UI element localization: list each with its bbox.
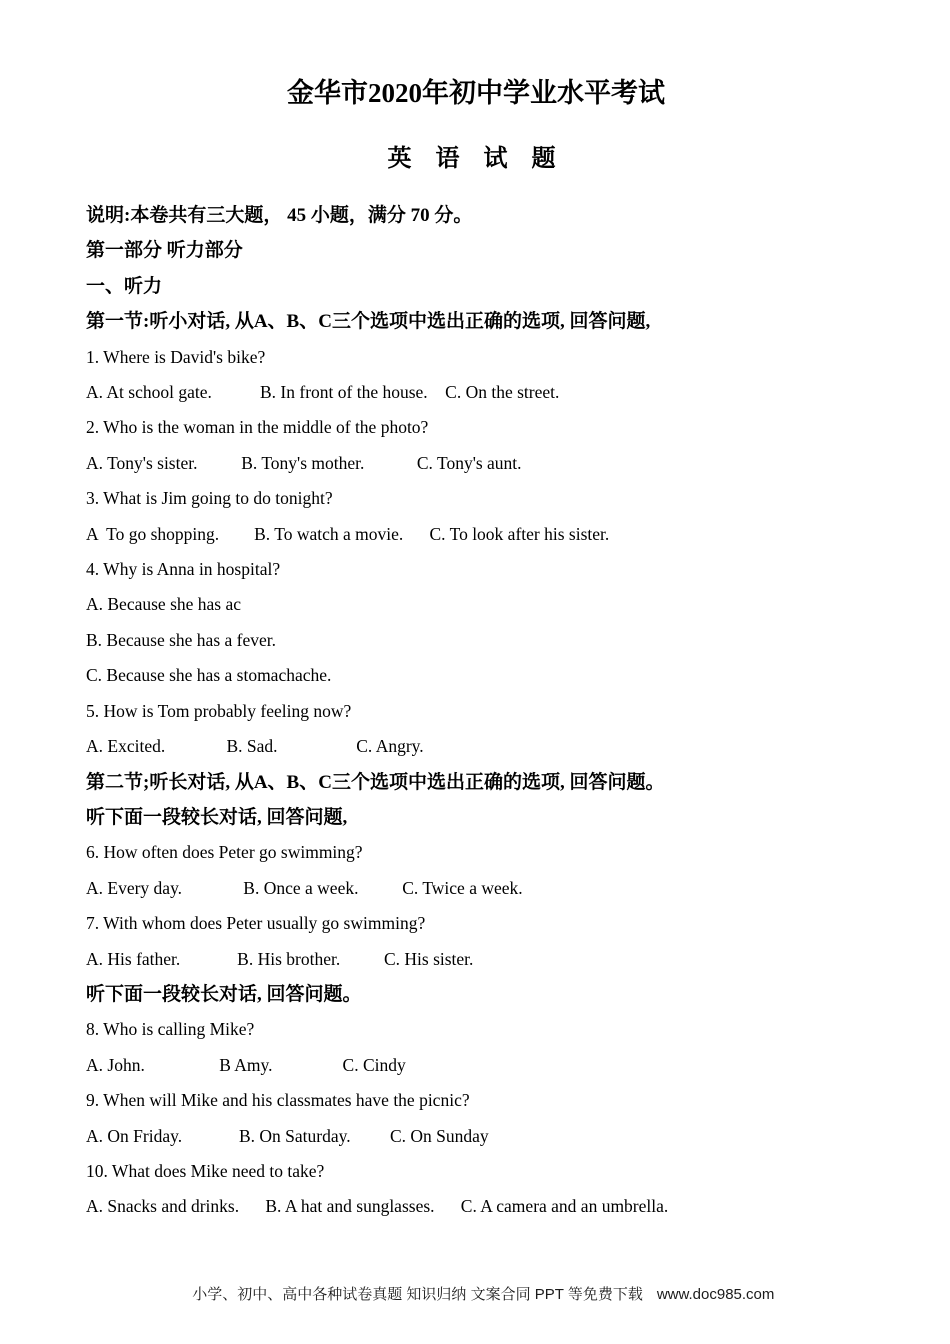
question-line: 6. How often does Peter go swimming?	[86, 842, 363, 863]
footer-text: 小学、初中、高中各种试卷真题 知识归纳 文案合同 PPT 等免费下载	[192, 1286, 643, 1303]
option-line: C. Because she has a stomachache.	[86, 665, 332, 686]
option-line: A. Tony's sister. B. Tony's mother. C. Tony's aunt.	[86, 452, 522, 473]
question-line: 8. Who is calling Mike?	[86, 1019, 255, 1040]
question-line: 2. Who is the woman in the middle of the photo?	[86, 417, 429, 438]
question-line: 3. What is Jim going to do tonight?	[86, 488, 333, 509]
question-line: 10. What does Mike need to take?	[86, 1160, 325, 1181]
option-line: A. Excited. B. Sad. C. Angry.	[86, 736, 424, 757]
option-line: A. John. B Amy. C. Cindy	[86, 1054, 406, 1075]
document-body	[86, 198, 866, 1225]
part-heading-line: 第一部分 听力部分	[86, 240, 243, 262]
option-line: A. Because she has ac	[86, 594, 242, 615]
option-line: A. Snacks and drinks. B. A hat and sunglasses. C. A camera and an umbrella.	[86, 1196, 669, 1217]
subsection-heading-line: 听下面一段较长对话, 回答问题。	[86, 983, 362, 1005]
option-line: A. Every day. B. Once a week. C. Twice a week.	[86, 877, 523, 898]
footer	[0, 1266, 950, 1321]
option-line: A. At school gate. B. In front of the house. C. On the street.	[86, 382, 560, 403]
section-heading-line: 一、听力	[86, 275, 163, 297]
option-line: B. Because she has a fever.	[86, 629, 276, 650]
page-subtitle: 英 语 试 题	[387, 146, 565, 172]
question-line: 5. How is Tom probably feeling now?	[86, 700, 352, 721]
subsection-heading-line: 听下面一段较长对话, 回答问题,	[86, 806, 348, 828]
question-line: 9. When will Mike and his classmates have the picnic?	[86, 1090, 470, 1111]
subsection-heading-line: 第二节;听长对话, 从A、B、C三个选项中选出正确的选项, 回答问题。	[86, 771, 665, 793]
subsection-heading-line: 第一节:听小对话, 从A、B、C三个选项中选出正确的选项, 回答问题,	[86, 311, 651, 333]
question-line: 1. Where is David's bike?	[86, 346, 266, 367]
option-line: A. On Friday. B. On Saturday. C. On Sunday	[86, 1125, 489, 1146]
page-title: 金华市2020年初中学业水平考试	[287, 78, 665, 108]
instruction-line: 说明:本卷共有三大题， 45 小题，满分 70 分。	[86, 205, 473, 226]
option-line: A. His father. B. His brother. C. His sister.	[86, 948, 474, 969]
option-line: A To go shopping. B. To watch a movie. C. To look after his sister.	[86, 523, 610, 544]
footer-link[interactable]: www.doc985.com	[656, 1286, 775, 1303]
question-line: 4. Why is Anna in hospital?	[86, 559, 281, 580]
question-line: 7. With whom does Peter usually go swimming?	[86, 913, 426, 934]
